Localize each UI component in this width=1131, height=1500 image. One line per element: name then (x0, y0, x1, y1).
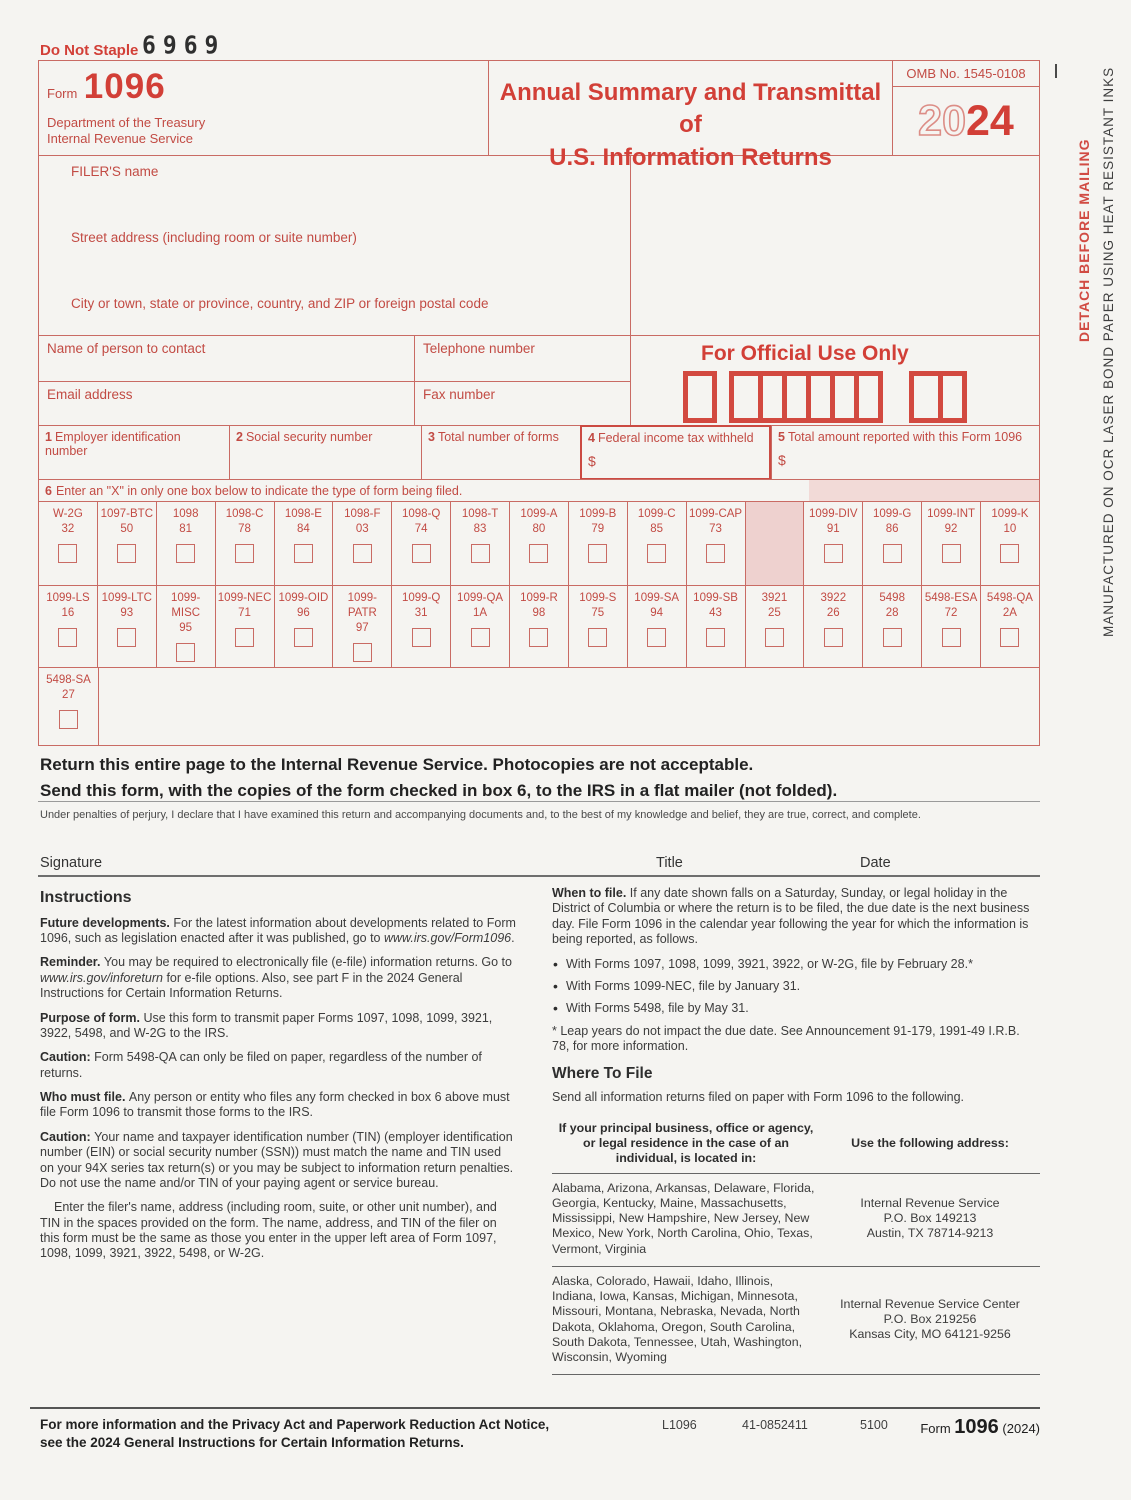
form-type-cell-1099-sb (686, 586, 745, 667)
form-type-checkbox-1099-g[interactable] (883, 544, 902, 563)
where-to-file-intro: Send all information returns filed on paper with Form 1096 to the following. (552, 1090, 965, 1105)
form-type-name: 1098-C (225, 508, 264, 520)
form-type-cell-1098-e (274, 502, 333, 585)
due-date-bullet: • With Forms 1099-NEC, file by January 31. (552, 979, 1040, 994)
instruction-paragraph: Future developments. For the latest information about developments related to Form 1096, such as legislation enacted after it was published, go to www.irs.gov/Form1096. (40, 915, 516, 946)
form-title-block (489, 61, 892, 171)
form-type-cell-1099-s (568, 586, 627, 667)
form-type-grid-row (39, 667, 1039, 745)
email-label: Email address (47, 387, 133, 402)
telephone-label: Telephone number (423, 341, 535, 356)
form-type-cell-3922 (803, 586, 862, 667)
footer-form-word: Form (920, 1421, 951, 1436)
form-type-code: 97 (355, 621, 369, 634)
form-type-name: 3922 (820, 592, 847, 604)
filer-block (39, 155, 1039, 335)
fax-label: Fax number (423, 387, 496, 402)
official-box-cell (938, 376, 962, 418)
form-type-name: 1099-K (991, 508, 1029, 520)
official-use-area (631, 336, 1039, 425)
instruction-paragraph: Purpose of form. Use this form to transmit paper Forms 1097, 1098, 1099, 3921, 3922, 5498, and W-2G to the IRS. (40, 1010, 493, 1040)
form-type-name: 1099-PATR (347, 592, 378, 619)
form-type-cell-1099-cap (686, 502, 745, 585)
form-type-name: 1098-Q (402, 508, 441, 520)
contact-name-label: Name of person to contact (47, 341, 206, 356)
form-type-code: 92 (944, 522, 958, 535)
address-line: Internal Revenue Service Center (840, 1296, 1020, 1311)
form-type-checkbox-1099-r[interactable] (529, 628, 548, 647)
form-type-checkbox-1098-e[interactable] (294, 544, 313, 563)
form-type-checkbox-1099-div[interactable] (824, 544, 843, 563)
manufactured-ink-text: MANUFACTURED ON OCR LASER BOND PAPER USING HEAT RESISTANT INKS (1101, 66, 1116, 637)
form-type-checkbox-1099-misc[interactable] (176, 643, 195, 662)
form-type-cell-1098 (156, 502, 215, 585)
form-type-name: 1099-G (873, 508, 912, 520)
tax-year-solid: 24 (966, 96, 1014, 145)
telephone-field[interactable] (414, 336, 630, 381)
form-type-checkbox-1099-b[interactable] (588, 544, 607, 563)
dept-treasury-line: Department of the Treasury (47, 115, 206, 130)
footer-rule (30, 1407, 1040, 1409)
form-type-cell-1099-r (509, 586, 568, 667)
form-type-checkbox-1099-qa[interactable] (471, 628, 490, 647)
privacy-notice-line2: see the 2024 General Instructions for Certain Information Returns. (40, 1435, 464, 1451)
box6-label: Enter an "X" in only one box below to indicate the type of form being filed. (55, 483, 463, 498)
form-type-code: 86 (885, 522, 899, 535)
tax-year (893, 87, 1039, 155)
address-line: Internal Revenue Service (860, 1195, 1000, 1210)
form-type-checkbox-w-2g[interactable] (58, 544, 77, 563)
form-type-cell-1099-misc (156, 586, 215, 667)
official-box-cell (758, 376, 782, 418)
where-table-address (824, 1266, 1040, 1375)
form-type-cell-1099-nec (215, 586, 274, 667)
form-type-name: 5498-SA (46, 674, 91, 686)
form-type-cell-1099-a (509, 502, 568, 585)
form-type-cell-1097-btc (97, 502, 156, 585)
form-type-code: 28 (885, 606, 899, 619)
form-type-checkbox-1099-patr[interactable] (353, 643, 372, 662)
amount-boxes-row (39, 425, 1039, 479)
form-type-checkbox-5498-esa[interactable] (942, 628, 961, 647)
form-id-block (39, 61, 489, 155)
divider-rule (38, 801, 1040, 802)
form-type-name: 3921 (761, 592, 788, 604)
form-type-code: 94 (650, 606, 664, 619)
irs-line: Internal Revenue Service (47, 131, 193, 147)
when-to-file-paragraph: When to file. If any date shown falls on a Saturday, Sunday, or legal holiday in the District of Columbia or where the return is to be filed, the due date is the next business day. File Form 1096 in the calendar year following the year for which the information is being reported, as follows. (552, 886, 1030, 947)
form-type-cell-1099-b (568, 502, 627, 585)
amount-box-2[interactable] (229, 426, 421, 479)
form-type-code: 43 (709, 606, 722, 619)
amount-box-number: 5 (778, 430, 785, 444)
form-type-name: 5498-ESA (924, 592, 978, 604)
blank-shaded-cell (745, 502, 804, 585)
form-type-name: 1098 (172, 508, 199, 520)
form-type-code: 16 (61, 606, 75, 619)
dollar-sign: $ (778, 452, 786, 469)
form-type-checkbox-1098-f[interactable] (353, 544, 372, 563)
form-type-grid (39, 501, 1039, 745)
form-header-band (39, 61, 1039, 171)
perjury-statement: Under penalties of perjury, I declare that I have examined this return and accompanying documents and, to the best of my knowledge and belief, they are true, correct, and complete. (40, 809, 921, 821)
address-line: Austin, TX 78714-9213 (866, 1226, 994, 1241)
form-type-name: 1099-S (579, 592, 617, 604)
where-to-file-table (552, 1114, 1040, 1376)
form-type-cell-3921 (745, 586, 804, 667)
return-statement-2: Send this form, with the copies of the form checked in box 6, to the IRS in a flat mailer (not folded). (40, 780, 838, 800)
form-type-code: 73 (709, 522, 722, 535)
form-type-code: 50 (120, 522, 134, 535)
due-date-bullet: • With Forms 5498, file by May 31. (552, 1001, 1040, 1016)
amount-box-number: 3 (428, 430, 435, 444)
form-type-code: 74 (414, 522, 428, 535)
form-type-cell-1099-c (627, 502, 686, 585)
contact-fields (39, 336, 631, 425)
form-type-checkbox-3921[interactable] (765, 628, 784, 647)
instruction-paragraph: Reminder. You may be required to electronically file (e-file) information returns. Go to www.irs.gov/inforeturn for e-file options. Also, see part F in the 2024 General Instructions for Certain Information Returns. (40, 955, 512, 1001)
contact-official-band (39, 335, 1039, 425)
official-box-cell (854, 376, 878, 418)
form-type-cell-1098-c (215, 502, 274, 585)
form-type-code: 25 (768, 606, 781, 619)
privacy-notice-line1: For more information and the Privacy Act and Paperwork Reduction Act Notice, (40, 1417, 550, 1432)
form-type-cell-1099-div (803, 502, 862, 585)
do-not-staple-label: Do Not Staple (40, 42, 139, 59)
form-type-name: 5498 (879, 592, 905, 604)
street-address-label: Street address (including room or suite number) (71, 230, 357, 245)
form-type-name: 1099-CAP (689, 508, 743, 520)
form-type-name: 1099-SA (634, 592, 680, 604)
official-box-cell (914, 376, 938, 418)
form-type-checkbox-5498-sa[interactable] (59, 710, 78, 729)
form-number: 1096 (83, 67, 166, 106)
form-type-name: 1099-NEC (217, 592, 272, 604)
tax-year-outline: 20 (918, 96, 966, 145)
amount-box-number: 1 (45, 430, 52, 444)
form-type-name: 1099-A (520, 508, 558, 520)
form-type-cell-1099-patr (332, 586, 391, 667)
official-box-group (683, 371, 717, 423)
form-type-cell-5498-esa (921, 586, 980, 667)
crop-mark (1055, 64, 1057, 78)
form-type-checkbox-5498-qa[interactable] (1000, 628, 1019, 647)
grid-row3-empty-area (98, 668, 1039, 745)
form-type-name: 1098-E (284, 508, 322, 520)
form-type-cell-1098-f (332, 502, 391, 585)
where-to-file-heading: Where To File (552, 1065, 653, 1083)
form-type-code: 32 (61, 522, 75, 535)
form-type-code: 75 (591, 606, 605, 619)
city-state-zip-label: City or town, state or province, country, and ZIP or foreign postal code (71, 296, 489, 311)
form-type-code: 80 (532, 522, 546, 535)
official-box-group (729, 371, 883, 423)
form-type-checkbox-1099-oid[interactable] (294, 628, 313, 647)
form-type-name: 1099-Q (402, 592, 441, 604)
amount-box-label: Federal income tax withheld (597, 431, 754, 445)
address-line: Kansas City, MO 64121-9256 (849, 1327, 1011, 1342)
official-box-cell (806, 376, 830, 418)
footer-form-signature (920, 1416, 1040, 1439)
form-type-cell-w-2g (39, 502, 97, 585)
form-type-cell-1099-int (921, 502, 980, 585)
instruction-paragraph: Caution: Form 5498-QA can only be filed on paper, regardless of the number of returns. (40, 1050, 482, 1080)
amount-box-4[interactable] (580, 425, 771, 480)
where-table-row (552, 1173, 1040, 1266)
title-label: Title (656, 855, 683, 871)
form-type-code: 31 (414, 606, 428, 619)
form-type-name: 1098-F (344, 508, 381, 520)
form-type-checkbox-1099-sb[interactable] (706, 628, 725, 647)
signature-label: Signature (40, 855, 103, 871)
form-type-name: 1099-LS (46, 592, 90, 604)
due-date-bullets (552, 957, 1040, 1017)
form-type-name: 1099-QA (457, 592, 504, 604)
ocr-scanline-code: 6969 (142, 31, 226, 61)
email-field[interactable] (39, 381, 414, 426)
box6-shaded-area (809, 480, 1039, 501)
form-type-name: 1098-T (461, 508, 499, 520)
form-type-code: 78 (238, 522, 251, 535)
form-type-name: 1097-BTC (100, 508, 154, 520)
amount-box-label: Employer identification number (45, 430, 181, 459)
form-type-code: 27 (62, 688, 75, 701)
form-type-checkbox-1099-s[interactable] (588, 628, 607, 647)
box6-number: 6 (45, 483, 52, 498)
form-1096-body (38, 60, 1040, 746)
footer (40, 1416, 1040, 1452)
omb-year-block (892, 61, 1039, 155)
form-type-cell-5498 (862, 586, 921, 667)
official-box-group (909, 371, 967, 423)
form-type-cell-5498-qa (980, 586, 1039, 667)
return-statements (40, 752, 837, 803)
footer-form-year: (2024) (1002, 1421, 1040, 1436)
form-type-code: 72 (944, 606, 958, 619)
form-type-checkbox-3922[interactable] (824, 628, 843, 647)
official-box-cell (830, 376, 854, 418)
form-type-code: 1A (473, 606, 488, 619)
dollar-sign: $ (588, 453, 596, 470)
form-type-name: 1099-INT (927, 508, 976, 520)
form-type-name: 1099-C (637, 508, 676, 520)
official-box-cell (734, 376, 758, 418)
form-type-checkbox-1098-c[interactable] (235, 544, 254, 563)
official-box-cell (782, 376, 806, 418)
form-type-checkbox-1099-int[interactable] (942, 544, 961, 563)
form-type-code: 79 (591, 522, 605, 535)
form-type-cell-5498-sa (39, 668, 98, 745)
where-table-col2-header: Use the following address: (824, 1114, 1040, 1173)
form-type-cell-1099-g (862, 502, 921, 585)
form-type-cell-1098-t (450, 502, 509, 585)
form-type-code: 26 (826, 606, 840, 619)
instruction-paragraph: Caution: Your name and taxpayer identification number (TIN) (employer identification number (EIN) or social security number (SSN)) must match the name and TIN used on your 94X series tax return(s) or you may be subject to information return penalties. Do not use the name and/or TIN of your paying agent or service bureau. (40, 1129, 514, 1190)
address-line: P.O. Box 219256 (883, 1311, 977, 1326)
form-type-checkbox-1099-cap[interactable] (706, 544, 725, 563)
omb-number: OMB No. 1545-0108 (893, 61, 1039, 87)
catalog-code-41: 41-0852411 (742, 1418, 808, 1432)
form-type-code: 81 (179, 522, 193, 535)
form-type-code: 91 (826, 522, 840, 535)
amount-box-number: 2 (236, 430, 243, 444)
form-type-code: 03 (355, 522, 369, 535)
form-type-code: 95 (179, 621, 193, 634)
form-type-name: 1099-LTC (101, 592, 152, 604)
amount-box-1[interactable] (39, 426, 229, 479)
form-type-name: 1099-MISC (170, 592, 201, 619)
form-type-cell-1099-qa (450, 586, 509, 667)
instruction-paragraph: Enter the filer's name, address (including room, suite, or other unit number), and TIN in the spaces provided on the form. The name, address, and TIN of the filer on this form must be the same as those you enter in the upper left area of Form 1097, 1098, 1099, 3921, 3922, 5498, or W-2G. (40, 1200, 497, 1261)
catalog-code-5100: 5100 (860, 1418, 888, 1432)
instructions-left-column (40, 888, 518, 1271)
form-type-checkbox-1099-c[interactable] (647, 544, 666, 563)
form-type-code: 98 (532, 606, 546, 619)
box6-instruction (39, 484, 462, 498)
filer-fields[interactable] (39, 156, 631, 335)
where-table-col1-header: If your principal business, office or agency, or legal residence in the case of an individual, is located in: (552, 1114, 824, 1173)
form-type-cell-1099-oid (274, 586, 333, 667)
form-type-checkbox-5498[interactable] (883, 628, 902, 647)
form-type-cell-1099-ltc (97, 586, 156, 667)
form-type-checkbox-1099-a[interactable] (529, 544, 548, 563)
form-type-checkbox-1099-ltc[interactable] (117, 628, 136, 647)
contact-name-field[interactable] (39, 336, 414, 381)
form-type-checkbox-1098-t[interactable] (471, 544, 490, 563)
form-type-name: 1099-DIV (809, 508, 858, 520)
amount-box-3[interactable] (421, 426, 581, 479)
form-type-cell-1099-sa (627, 586, 686, 667)
footer-form-number: 1096 (954, 1416, 999, 1438)
amount-box-label: Total number of forms (437, 430, 559, 444)
instructions-right-column (552, 886, 1040, 1375)
form-type-checkbox-1098[interactable] (176, 544, 195, 563)
form-type-checkbox-1099-ls[interactable] (58, 628, 77, 647)
official-use-title: For Official Use Only (701, 342, 909, 365)
official-use-boxes (683, 371, 1039, 423)
form-type-code: 71 (238, 606, 251, 619)
filer-block-empty-area (631, 156, 1039, 335)
instructions-heading: Instructions (40, 889, 132, 906)
detach-before-mailing-text: DETACH BEFORE MAILING (1076, 138, 1092, 342)
return-statement-1: Return this entire page to the Internal Revenue Service. Photocopies are not acceptable. (40, 755, 754, 774)
form-type-code: 85 (650, 522, 664, 535)
form-type-code: 10 (1003, 522, 1017, 535)
fax-field[interactable] (414, 381, 630, 426)
form-type-checkbox-1099-q[interactable] (412, 628, 431, 647)
date-label: Date (860, 855, 891, 871)
signature-line[interactable] (38, 845, 1040, 877)
amount-box-label: Total amount reported with this Form 1096 (787, 430, 1023, 444)
form-type-name: 1099-B (579, 508, 617, 520)
where-table-states: Alaska, Colorado, Hawaii, Idaho, Illinois, Indiana, Iowa, Kansas, Michigan, Minnesota, Missouri, Montana, Nebraska, Nevada, North Dakota, Oklahoma, Oregon, South Carolina, South Dakota, Tennessee, Utah, Washington, Wisconsin, Wyoming (552, 1266, 824, 1375)
official-box-cell (688, 376, 712, 418)
where-table-header-row (552, 1114, 1040, 1173)
form-type-name: 5498-QA (986, 592, 1033, 604)
leap-year-footnote: * Leap years do not impact the due date. See Announcement 91-179, 1991-49 I.R.B. 78, for more information. (552, 1023, 1020, 1053)
address-line: P.O. Box 149213 (883, 1211, 977, 1226)
amount-box-label: Social security number (245, 430, 373, 444)
form-type-checkbox-1099-k[interactable] (1000, 544, 1019, 563)
form-word: Form (47, 86, 78, 101)
form-type-grid-row (39, 585, 1039, 667)
form-type-cell-1098-q (391, 502, 450, 585)
form-type-grid-row (39, 501, 1039, 585)
form-title-line2: U.S. Information Returns (549, 143, 832, 171)
form-type-checkbox-1098-q[interactable] (412, 544, 431, 563)
box6-row (39, 479, 1039, 501)
form-title-line1: Annual Summary and Transmittal of (499, 79, 882, 139)
where-table-row (552, 1266, 1040, 1375)
catalog-code-l1096: L1096 (662, 1418, 697, 1432)
form-type-name: W-2G (53, 508, 83, 520)
form-type-cell-1099-ls (39, 586, 97, 667)
form-type-code: 93 (120, 606, 134, 619)
form-type-code: 84 (297, 522, 310, 535)
form-type-code: 2A (1002, 606, 1017, 619)
where-table-address (824, 1173, 1040, 1266)
form-type-checkbox-1099-sa[interactable] (647, 628, 666, 647)
form-type-name: 1099-R (520, 592, 558, 604)
amount-box-number: 4 (588, 431, 595, 445)
form-type-name: 1099-OID (278, 592, 329, 604)
where-table-states: Alabama, Arizona, Arkansas, Delaware, Florida, Georgia, Kentucky, Maine, Massachusetts, Mississippi, New Hampshire, New Jersey, New Mexico, New York, North Carolina, Ohio, Texas, Vermont, Virginia (552, 1173, 824, 1266)
instruction-paragraph: Who must file. Any person or entity who files any form checked in box 6 above must file Form 1096 to transmit those forms to the IRS. (40, 1090, 510, 1120)
form-type-name: 1099-SB (693, 592, 738, 604)
form-type-checkbox-1097-btc[interactable] (117, 544, 136, 563)
form-type-cell-1099-q (391, 586, 450, 667)
form-type-code: 83 (473, 522, 487, 535)
form-type-code: 96 (297, 606, 310, 619)
due-date-bullet: • With Forms 1097, 1098, 1099, 3921, 3922, or W-2G, file by February 28.* (552, 957, 1040, 972)
amount-box-5[interactable] (771, 426, 1039, 479)
form-type-checkbox-1099-nec[interactable] (235, 628, 254, 647)
filer-name-label: FILER'S name (71, 164, 159, 179)
form-type-cell-1099-k (980, 502, 1039, 585)
